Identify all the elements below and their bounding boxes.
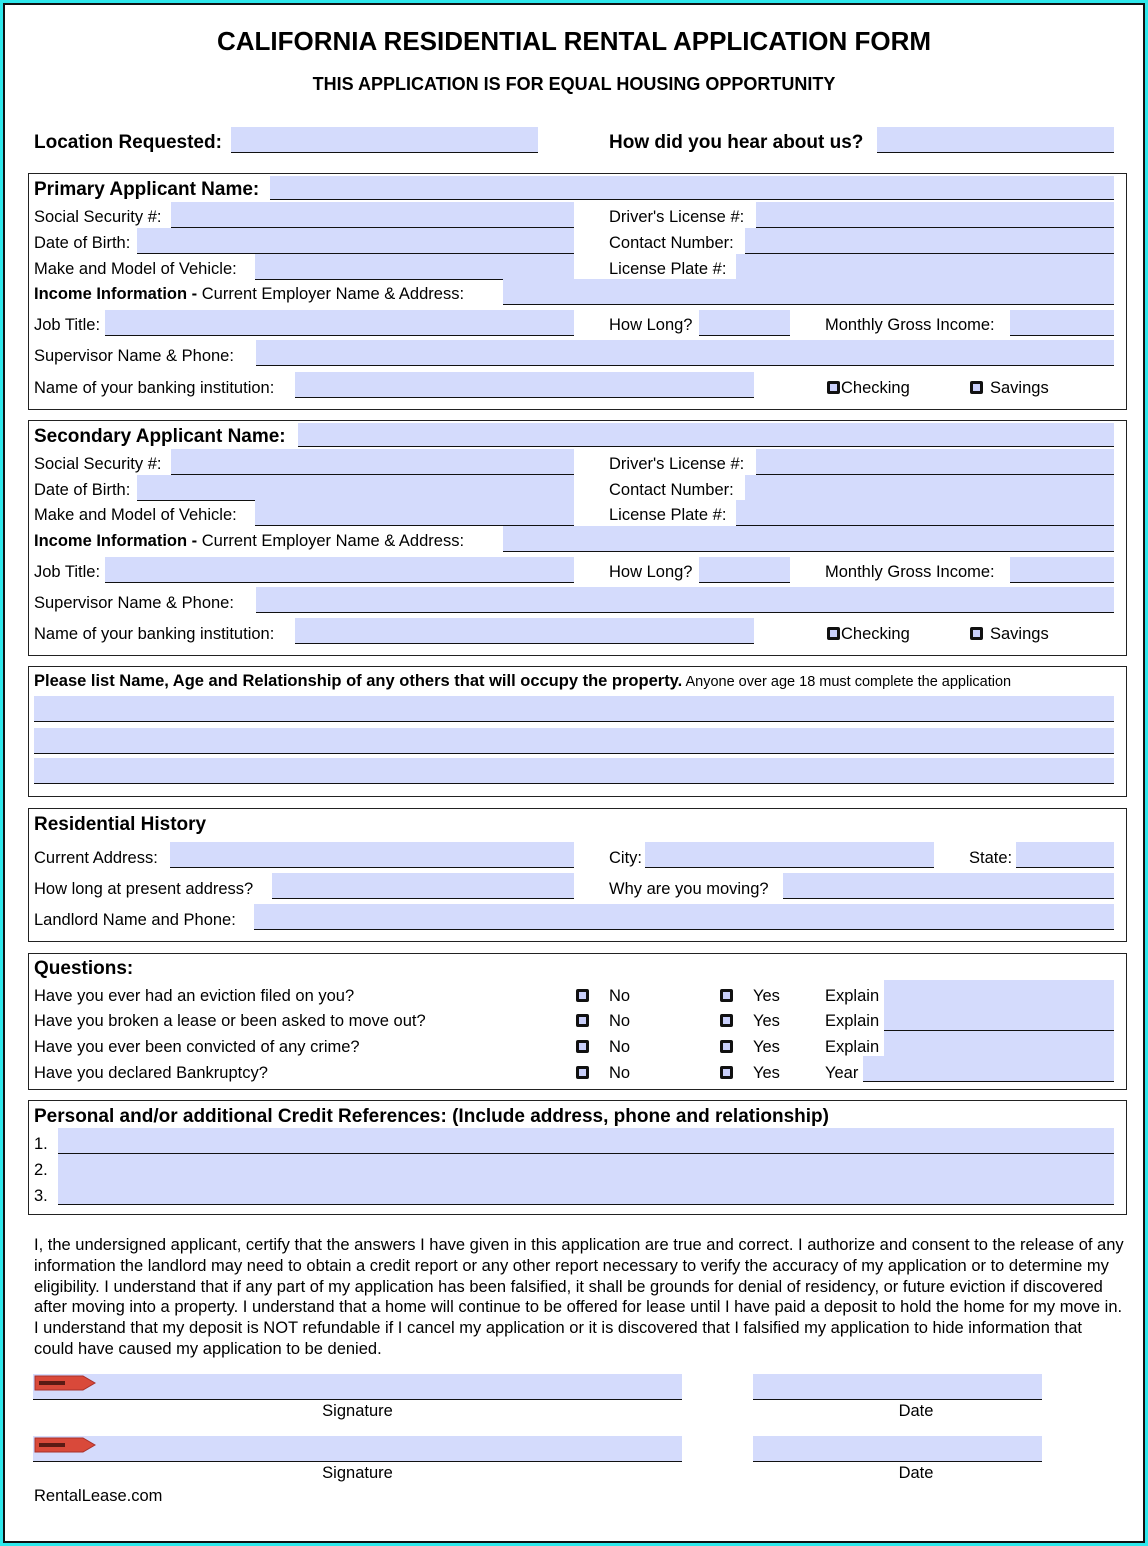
primary-monthly-input[interactable] — [1010, 310, 1114, 336]
secondary-income-label — [34, 531, 464, 551]
income-info-bold: Income Information - — [34, 285, 198, 303]
question-4-year-input[interactable] — [863, 1056, 1114, 1082]
employer-label-text: Current Employer Name & Address: — [197, 285, 465, 303]
question-1-no-checkbox[interactable] — [576, 989, 589, 1002]
question-1-yes-label: Yes — [753, 987, 780, 1005]
hear-about-input[interactable] — [877, 127, 1114, 153]
secondary-contact-input[interactable] — [745, 475, 1114, 501]
primary-contact-label: Contact Number: — [609, 234, 734, 252]
question-3-yes-label: Yes — [753, 1038, 780, 1056]
reference-3-number: 3. — [34, 1187, 48, 1205]
secondary-howlong-input[interactable] — [699, 557, 790, 583]
primary-vehicle-input[interactable] — [255, 254, 574, 280]
secondary-job-label: Job Title: — [34, 563, 101, 581]
question-1-no-label: No — [609, 987, 631, 1005]
signature-2-input[interactable] — [33, 1436, 682, 1462]
reference-2-input[interactable] — [58, 1154, 1114, 1180]
date-2-label: Date — [898, 1464, 934, 1482]
city-label: City: — [609, 849, 642, 867]
question-2-no-label: No — [609, 1012, 631, 1030]
primary-bank-input[interactable] — [295, 372, 754, 398]
sign-here-tag-icon — [33, 1374, 97, 1392]
questions-heading: Questions: — [34, 958, 134, 979]
signature-2-label: Signature — [322, 1464, 393, 1482]
primary-plate-input[interactable] — [736, 254, 1114, 280]
primary-dob-input[interactable] — [137, 228, 574, 254]
question-1-explain-input[interactable] — [884, 980, 1114, 1006]
occupant-row-3-input[interactable] — [34, 758, 1114, 784]
state-label: State: — [969, 849, 1013, 867]
form-subtitle: THIS APPLICATION IS FOR EQUAL HOUSING OPPORTUNITY — [312, 74, 836, 94]
secondary-checking-label: Checking — [841, 625, 910, 643]
why-moving-label: Why are you moving? — [609, 880, 769, 898]
residential-heading: Residential History — [34, 814, 207, 835]
how-long-address-label: How long at present address? — [34, 880, 254, 898]
secondary-howlong-label: How Long? — [609, 563, 693, 581]
question-4-year-label: Year — [825, 1064, 859, 1082]
question-4-no-checkbox[interactable] — [576, 1066, 589, 1079]
question-3-explain-label: Explain — [825, 1038, 880, 1056]
reference-1-number: 1. — [34, 1135, 48, 1153]
hear-about-label: How did you hear about us? — [609, 132, 864, 153]
date-1-label: Date — [898, 1402, 934, 1420]
primary-name-label: Primary Applicant Name: — [34, 179, 260, 200]
signature-1-label: Signature — [322, 1402, 393, 1420]
signature-1-input[interactable] — [33, 1374, 682, 1400]
secondary-bank-label: Name of your banking institution: — [34, 625, 275, 643]
secondary-monthly-label: Monthly Gross Income: — [825, 563, 995, 581]
certification-text: I, the undersigned applicant, certify that the answers I have given in this application are true and correct. I authorize and consent to the release of any information the landlord may need to obtain a credit report or any other report necessary to verify the accuracy of my application or to determine my eligibility. I understand that if any part of my application has been falsified, it shall be grounds for denial of residency, or future eviction if discovered after moving into a property. I understand that a home will continue to be offered for lease until I have paid a deposit to hold the home for my move in. I understand that my deposit is NOT refundable if I cancel my application or it is discovered that I falsified my application to hide information that could have caused my application to be denied. — [34, 1236, 1124, 1358]
sign-here-tag-icon — [33, 1436, 97, 1454]
landlord-input[interactable] — [254, 904, 1114, 930]
question-2-explain-label: Explain — [825, 1012, 880, 1030]
city-input[interactable] — [645, 842, 934, 868]
primary-dl-label: Driver's License #: — [609, 208, 745, 226]
secondary-dl-label: Driver's License #: — [609, 455, 745, 473]
form-title: CALIFORNIA RESIDENTIAL RENTAL APPLICATION FORM — [216, 26, 932, 56]
secondary-vehicle-input[interactable] — [255, 500, 574, 526]
primary-supervisor-input[interactable] — [256, 340, 1114, 366]
question-1-text: Have you ever had an eviction filed on you? — [34, 987, 355, 1005]
primary-checking-label: Checking — [841, 379, 910, 397]
secondary-savings-checkbox[interactable] — [970, 627, 983, 640]
location-label: Location Requested: — [34, 132, 222, 153]
secondary-employer-input[interactable] — [503, 526, 1114, 552]
question-4-yes-checkbox[interactable] — [720, 1066, 733, 1079]
question-2-yes-checkbox[interactable] — [720, 1014, 733, 1027]
secondary-vehicle-label: Make and Model of Vehicle: — [34, 506, 237, 524]
occupant-row-2-input[interactable] — [34, 728, 1114, 754]
question-4-no-label: No — [609, 1064, 631, 1082]
occupant-row-1-input[interactable] — [34, 696, 1114, 722]
question-2-text: Have you broken a lease or been asked to move out? — [34, 1012, 426, 1030]
question-3-no-checkbox[interactable] — [576, 1040, 589, 1053]
income-info-bold: Income Information - — [34, 532, 198, 550]
primary-job-label: Job Title: — [34, 316, 101, 334]
question-1-explain-label: Explain — [825, 987, 880, 1005]
secondary-name-input[interactable] — [298, 423, 1114, 447]
secondary-dob-input[interactable] — [137, 475, 574, 501]
question-4-yes-label: Yes — [753, 1064, 780, 1082]
primary-employer-input[interactable] — [503, 279, 1114, 305]
question-3-explain-input[interactable] — [884, 1031, 1114, 1057]
primary-plate-label: License Plate #: — [609, 260, 727, 278]
secondary-supervisor-label: Supervisor Name & Phone: — [34, 594, 234, 612]
secondary-ssn-input[interactable] — [171, 449, 574, 475]
reference-3-input[interactable] — [58, 1179, 1114, 1205]
state-input[interactable] — [1016, 842, 1114, 868]
secondary-checking-checkbox[interactable] — [827, 627, 840, 640]
question-3-yes-checkbox[interactable] — [720, 1040, 733, 1053]
date-1-input[interactable] — [753, 1374, 1042, 1400]
secondary-bank-input[interactable] — [295, 618, 754, 644]
secondary-contact-label: Contact Number: — [609, 481, 734, 499]
secondary-ssn-label: Social Security #: — [34, 455, 162, 473]
secondary-supervisor-input[interactable] — [256, 587, 1114, 613]
primary-savings-checkbox[interactable] — [970, 381, 983, 394]
question-3-text: Have you ever been convicted of any crime? — [34, 1038, 360, 1056]
secondary-plate-input[interactable] — [736, 500, 1114, 526]
occupants-note: Anyone over age 18 must complete the application — [682, 674, 1012, 690]
secondary-savings-label: Savings — [990, 625, 1049, 643]
current-address-label: Current Address: — [34, 849, 158, 867]
primary-name-input[interactable] — [270, 176, 1114, 200]
reference-1-input[interactable] — [58, 1128, 1114, 1154]
primary-bank-label: Name of your banking institution: — [34, 379, 275, 397]
reference-2-number: 2. — [34, 1161, 48, 1179]
references-heading: Personal and/or additional Credit References: (Include address, phone and relationship) — [34, 1106, 829, 1127]
secondary-monthly-input[interactable] — [1010, 557, 1114, 583]
primary-job-input[interactable] — [105, 310, 574, 336]
primary-savings-label: Savings — [990, 379, 1049, 397]
current-address-input[interactable] — [170, 842, 574, 868]
how-long-address-input[interactable] — [272, 873, 574, 899]
date-2-input[interactable] — [753, 1436, 1042, 1462]
primary-contact-input[interactable] — [745, 228, 1114, 254]
question-4-text: Have you declared Bankruptcy? — [34, 1064, 268, 1082]
secondary-dl-input[interactable] — [756, 449, 1114, 475]
location-input[interactable] — [231, 127, 538, 153]
question-2-no-checkbox[interactable] — [576, 1014, 589, 1027]
question-3-no-label: No — [609, 1038, 631, 1056]
occupants-heading — [34, 671, 1011, 692]
secondary-job-input[interactable] — [105, 557, 574, 583]
primary-dl-input[interactable] — [756, 202, 1114, 228]
primary-ssn-input[interactable] — [171, 202, 574, 228]
primary-howlong-label: How Long? — [609, 316, 693, 334]
primary-income-label — [34, 284, 464, 304]
primary-checking-checkbox[interactable] — [827, 381, 840, 394]
secondary-name-label: Secondary Applicant Name: — [34, 426, 286, 447]
employer-label-text: Current Employer Name & Address: — [197, 532, 465, 550]
question-1-yes-checkbox[interactable] — [720, 989, 733, 1002]
primary-dob-label: Date of Birth: — [34, 234, 131, 252]
occupants-heading-bold: Please list Name, Age and Relationship of any others that will occupy the property. — [34, 672, 683, 690]
primary-howlong-input[interactable] — [699, 310, 790, 336]
footer-brand: RentalLease.com — [34, 1487, 163, 1505]
question-2-explain-input[interactable] — [884, 1005, 1114, 1031]
primary-monthly-label: Monthly Gross Income: — [825, 316, 995, 334]
secondary-dob-label: Date of Birth: — [34, 481, 131, 499]
why-moving-input[interactable] — [783, 873, 1114, 899]
primary-vehicle-label: Make and Model of Vehicle: — [34, 260, 237, 278]
question-2-yes-label: Yes — [753, 1012, 780, 1030]
secondary-plate-label: License Plate #: — [609, 506, 727, 524]
landlord-label: Landlord Name and Phone: — [34, 911, 236, 929]
primary-ssn-label: Social Security #: — [34, 208, 162, 226]
primary-supervisor-label: Supervisor Name & Phone: — [34, 347, 234, 365]
